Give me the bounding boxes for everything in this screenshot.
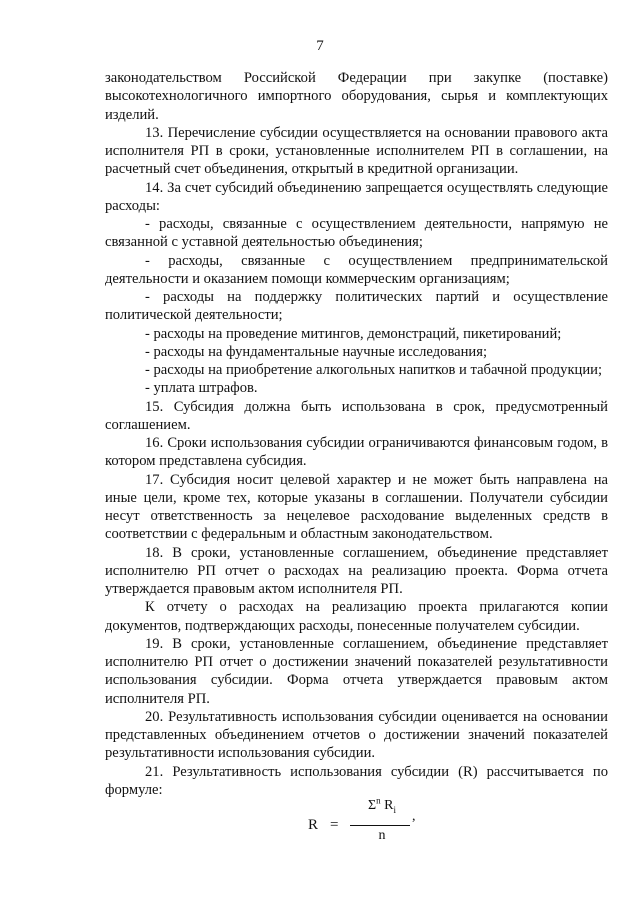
formula-denominator: n xyxy=(378,828,386,843)
page-number: 7 xyxy=(316,38,324,54)
paragraph: 20. Результативность использования субсидии оценивается на основании представленных объединением отчетов о достижении значений показателей результативности использования субсидии. xyxy=(105,708,608,762)
formula-sum-symbol: Σ xyxy=(367,798,377,813)
formula xyxy=(300,795,440,886)
paragraph: 18. В сроки, установленные соглашением, объединение представляет исполнителю РП отчет о расходах на реализацию проекта. Форма отчета утверждается правовым актом исполнителя РП. xyxy=(105,544,608,597)
paragraph: 16. Сроки использования субсидии ограничиваются финансовым годом, в котором представлена субсидия. xyxy=(105,435,608,470)
paragraph: 15. Субсидия должна быть использована в срок, предусмотренный соглашением. xyxy=(105,398,608,433)
paragraph: - расходы, связанные с осуществлением предпринимательской деятельности и оказанием помощи коммерческим организациям; xyxy=(105,252,608,287)
paragraph: - расходы на проведение митингов, демонстраций, пикетирований; xyxy=(145,325,562,342)
formula-sum-upper: n xyxy=(376,795,381,806)
paragraph: К отчету о расходах на реализацию проекта прилагаются копии документов, подтверждающих расходы, понесенные получателем субсидии. xyxy=(105,599,608,634)
document-body xyxy=(105,69,608,799)
paragraph: - расходы на поддержку политических партий и осуществление политической деятельности; xyxy=(105,289,608,324)
paragraph: 13. Перечисление субсидии осуществляется на основании правового акта исполнителя РП в сроки, установленные исполнителем РП в соглашении, на расчетный счет объединения, открытый в кредитной организации. xyxy=(105,124,608,178)
paragraph: - расходы, связанные с осуществлением деятельности, напрямую не связанной с уставной деятельностью объединения; xyxy=(105,216,608,251)
paragraph: 14. За счет субсидий объединению запрещается осуществлять следующие расходы: xyxy=(105,179,608,214)
paragraph: 21. Результативность использования субсидии (R) рассчитывается по формуле: xyxy=(105,763,608,798)
paragraph: - расходы на приобретение алкогольных напитков и табачной продукции; xyxy=(145,362,603,378)
formula-equals: = xyxy=(330,817,339,833)
paragraph: - уплата штрафов. xyxy=(145,380,258,397)
paragraph: 19. В сроки, установленные соглашением, объединение представляет исполнителю РП отчет о достижении значений показателей результативности использования субсидии. Форма отчета утверждается правовым актом исполнителя РП. xyxy=(105,635,608,707)
formula-comma: , xyxy=(412,809,416,824)
formula-numerator-var: R xyxy=(384,798,394,813)
paragraph: законодательством Российской Федерации при закупке (поставке) высокотехнологичного импортного оборудования, сырья и комплектующих изделий. xyxy=(105,70,608,123)
formula-numerator xyxy=(352,795,412,815)
paragraph: - расходы на фундаментальные научные исследования; xyxy=(145,343,488,360)
formula-lhs: R xyxy=(308,817,319,833)
formula-fraction-bar xyxy=(350,825,410,826)
formula-numerator-sub: i xyxy=(393,804,396,815)
paragraph: 17. Субсидия носит целевой характер и не может быть направлена на иные цели, кроме тех, которые указаны в соглашении. Получатели субсидии несут ответственность за нецелевое расходование выделенных средств в соответствии с федеральным и областным законодательством. xyxy=(105,471,608,543)
